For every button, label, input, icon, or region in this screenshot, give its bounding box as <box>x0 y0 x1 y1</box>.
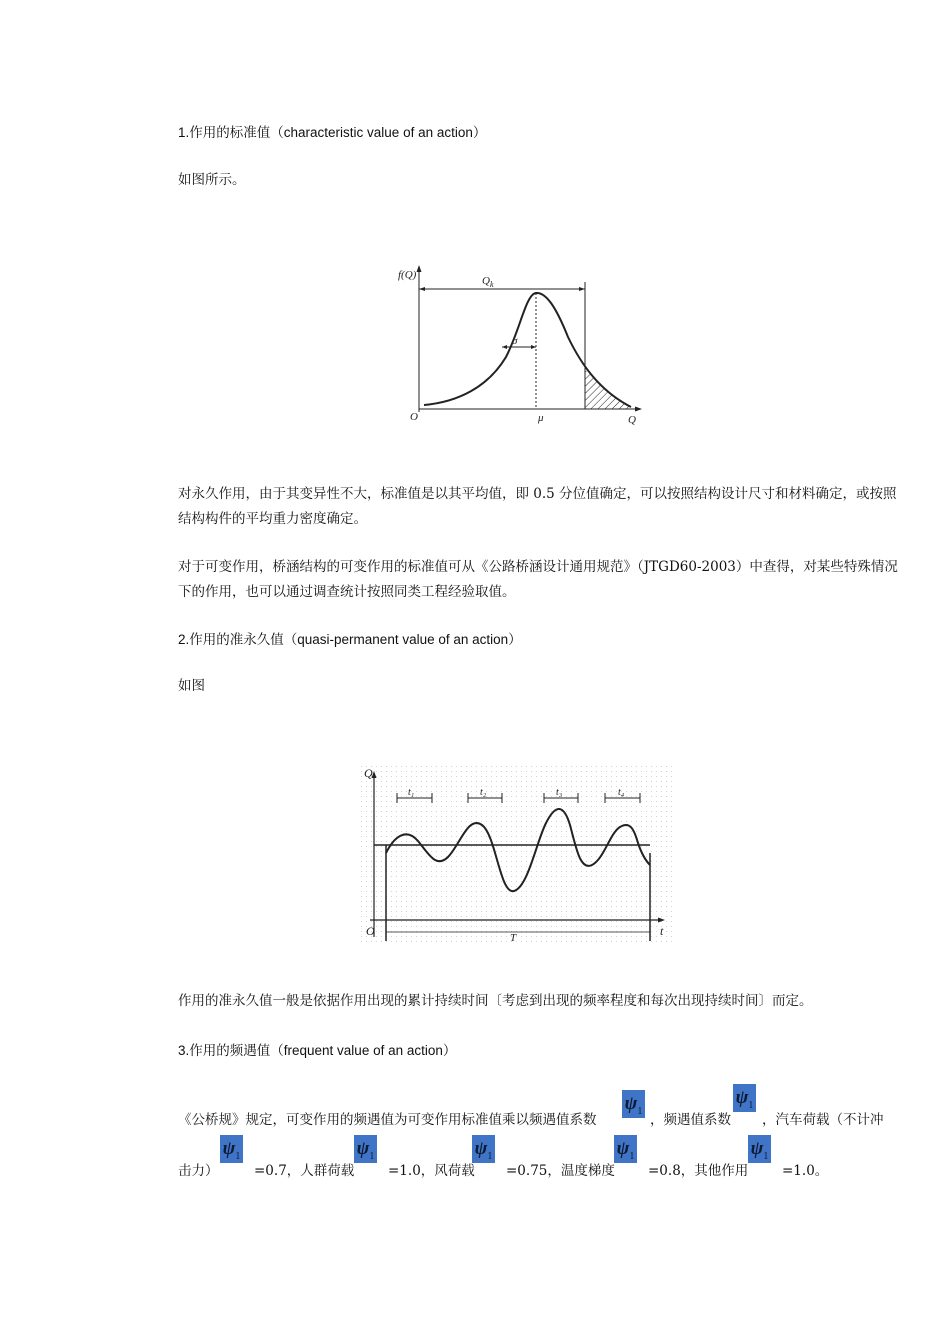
text-fragment: 《公桥规》规定，可变作用的频遇值为可变作用标准值乘以频遇值系数 <box>178 1112 597 1128</box>
heading-cn: 作用的标准值（ <box>189 125 284 141</box>
paragraph-permanent-action: 对永久作用，由于其变异性不大，标准值是以其平均值，即 0.5 分位值确定，可以按照结构设计尺寸和材料确定，或按照结构构件的平均重力密度确定。 <box>178 486 897 527</box>
x-axis-label: t <box>660 924 664 938</box>
text-fragment: 击力） <box>178 1163 219 1179</box>
origin-label: O <box>410 411 418 423</box>
psi-glyph: ψ <box>474 1138 488 1159</box>
psi-symbol <box>472 1135 495 1163</box>
section-3-heading <box>178 1038 904 1064</box>
psi-subscript: 1 <box>369 1150 375 1162</box>
heading-cn: 作用的准永久值（ <box>189 632 298 648</box>
heading-end: ） <box>472 125 487 141</box>
interval-label: t₃ <box>556 787 563 798</box>
heading-end: ） <box>508 632 522 648</box>
heading-number: 1. <box>178 125 190 140</box>
psi-subscript: 1 <box>487 1150 493 1162</box>
heading-en: quasi-permanent value of an action <box>297 632 509 647</box>
paragraph-see-figure-2: 如图 <box>178 678 205 694</box>
y-axis-arrow-icon <box>417 265 422 272</box>
psi-symbol <box>733 1084 756 1112</box>
psi-glyph: ψ <box>735 1087 749 1108</box>
psi-symbol <box>614 1135 637 1163</box>
y-axis-label: Q <box>364 766 373 780</box>
text-fragment: =0.7，人群荷载 <box>254 1163 355 1179</box>
qk-label-main: Q <box>482 275 490 287</box>
interval-label: t₁ <box>408 787 415 798</box>
sigma-arrow-right-icon <box>531 345 536 349</box>
text-fragment: =0.75，温度梯度 <box>506 1163 615 1179</box>
figure-normal-distribution <box>398 262 648 430</box>
psi-symbol <box>220 1135 243 1163</box>
psi-glyph: ψ <box>616 1138 630 1159</box>
qk-label-sub: k <box>489 280 494 289</box>
psi-symbol <box>354 1135 377 1163</box>
heading-en: frequent value of an action <box>283 1043 443 1058</box>
T-label: T <box>510 932 517 943</box>
text-fragment: ，汽车荷载（不计冲 <box>762 1112 884 1128</box>
qk-label <box>482 275 494 289</box>
psi-glyph: ψ <box>222 1138 236 1159</box>
section-2-heading <box>178 627 904 653</box>
section-1-heading <box>178 120 904 146</box>
text-fragment: =0.8，其他作用 <box>648 1163 749 1179</box>
heading-end: ） <box>442 1043 457 1059</box>
dotted-background <box>360 765 672 943</box>
heading-cn: 作用的频遇值（ <box>189 1043 284 1059</box>
psi-symbol <box>748 1135 771 1163</box>
psi-subscript: 1 <box>763 1150 769 1162</box>
text-fragment: ，频遇值系数 <box>650 1112 731 1128</box>
x-axis-label: Q <box>628 414 636 426</box>
x-axis-arrow-icon <box>635 407 642 412</box>
heading-number: 3. <box>178 1043 190 1058</box>
psi-glyph: ψ <box>356 1138 370 1159</box>
interval-label: t₄ <box>618 787 625 798</box>
heading-en: characteristic value of an action <box>283 125 473 140</box>
paragraph-see-figure: 如图所示。 <box>178 172 246 188</box>
figure-time-history <box>360 765 672 943</box>
y-axis-label: f(Q) <box>398 269 417 281</box>
psi-symbol <box>622 1090 645 1118</box>
psi-glyph: ψ <box>624 1093 638 1114</box>
text-fragment: =1.0，风荷载 <box>388 1163 475 1179</box>
paragraph-variable-action: 对于可变作用，桥涵结构的可变作用的标准值可从《公路桥涵设计通用规范》（JTGD60-2003）中查得，对某些特殊情况下的作用，也可以通过调查统计按照同类工程经验取值。 <box>178 559 898 600</box>
qk-arrow-icon <box>579 287 585 291</box>
psi-subscript: 1 <box>748 1099 754 1111</box>
sigma-label: σ <box>512 335 518 347</box>
heading-number: 2. <box>178 632 190 647</box>
text-fragment: =1.0。 <box>782 1163 829 1179</box>
mu-label: μ <box>538 412 544 424</box>
interval-label: t₂ <box>480 787 487 798</box>
psi-glyph: ψ <box>750 1138 764 1159</box>
psi-subscript: 1 <box>235 1150 241 1162</box>
psi-subscript: 1 <box>637 1105 643 1117</box>
qk-arrow-left-icon <box>419 287 425 291</box>
sigma-arrow-left-icon <box>502 345 507 349</box>
origin-label: O <box>366 924 375 938</box>
psi-subscript: 1 <box>629 1150 635 1162</box>
paragraph-quasi-permanent: 作用的准永久值一般是依据作用出现的累计持续时间〔考虑到出现的频率程度和每次出现持续时间〕而定。 <box>178 993 813 1009</box>
